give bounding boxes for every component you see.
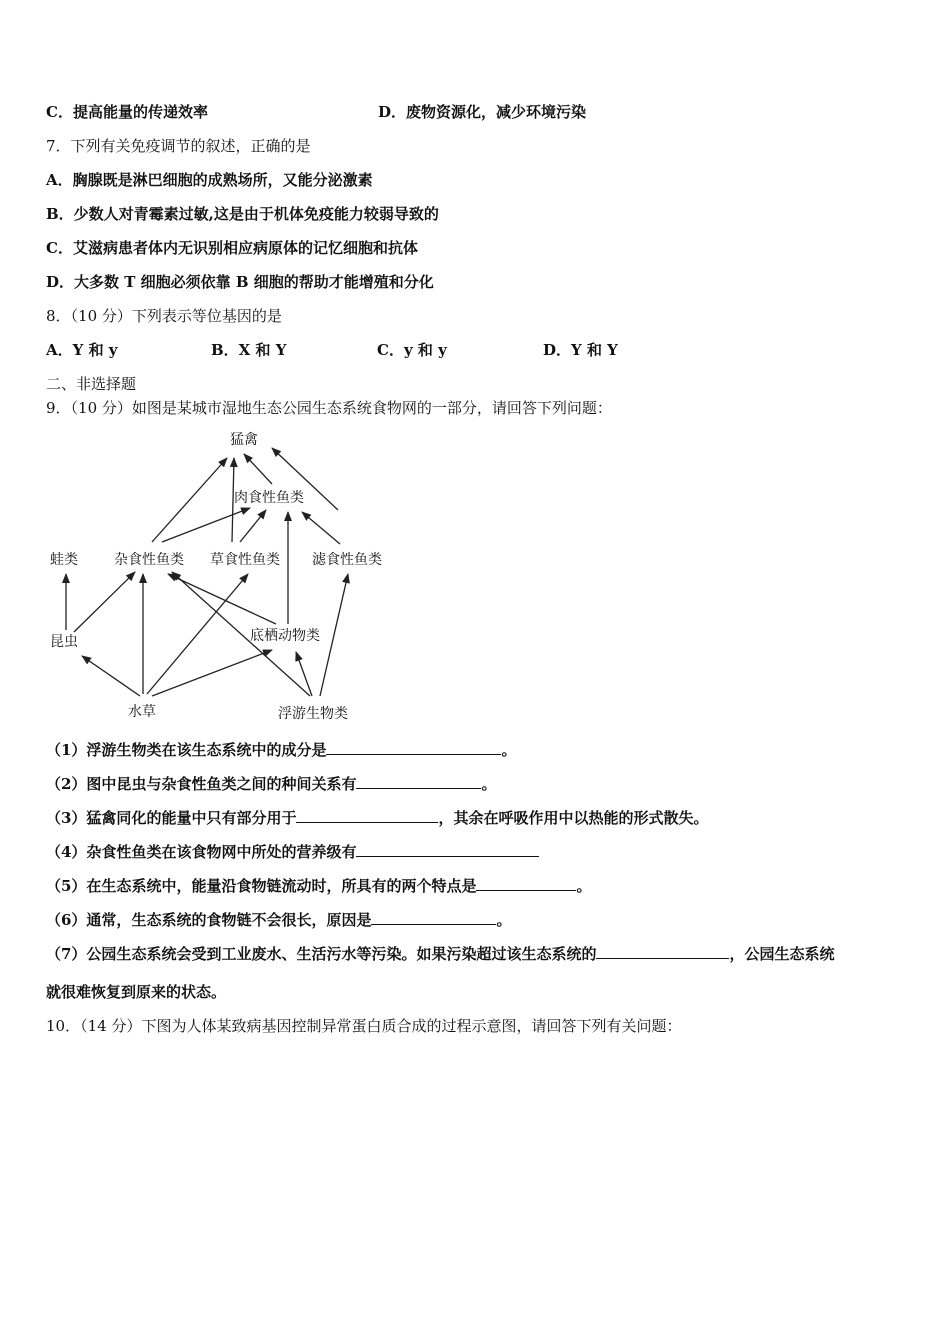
q7-option-a: A．胸腺既是淋巴细胞的成熟场所，又能分泌激素: [46, 171, 373, 189]
q9-sub4: （4）杂食性鱼类在该食物网中所处的营养级有: [46, 842, 539, 862]
q9-sub2: （2）图中昆虫与杂食性鱼类之间的种间关系有 。: [46, 775, 497, 793]
node-waterweed: 水草: [128, 704, 156, 720]
node-insect: 昆虫: [50, 634, 78, 650]
answer-blank-6[interactable]: [371, 910, 496, 925]
node-frog: 蛙类: [50, 552, 78, 568]
q7-option-b: B．少数人对青霉素过敏,这是由于机体免疫能力较弱导致的: [46, 205, 439, 223]
arrow-waterweed-to-herbivorous: [147, 574, 248, 694]
answer-blank-7[interactable]: [596, 944, 729, 959]
arrow-waterweed-to-insect: [82, 656, 140, 696]
q8-option-d: D．Y 和 Y: [543, 341, 618, 359]
q7-option-c: C．艾滋病患者体内无识别相应病原体的记忆细胞和抗体: [46, 239, 418, 257]
q9-sub1: （1）浮游生物类在该生态系统中的成分是 。: [46, 741, 517, 759]
arrow-omnivorous-to-carnivorous: [162, 508, 250, 542]
arrow-omnivorous-to-raptor: [152, 458, 227, 542]
q9-sub6: （6）通常，生态系统的食物链不会很长，原因是 。: [46, 911, 512, 929]
section-title: 二、非选择题: [46, 375, 137, 393]
q6-option-c: C．提高能量的传递效率: [46, 103, 208, 121]
node-herbivorous-fish: 草食性鱼类: [210, 552, 280, 568]
answer-blank-4[interactable]: [356, 842, 539, 857]
arrow-filter-to-carnivorous: [302, 512, 340, 544]
q8-option-b: B．X 和 Y: [211, 341, 287, 359]
arrow-waterweed-to-benthic: [152, 650, 272, 696]
food-web-diagram: [40, 424, 382, 729]
q8-stem: 8．（10 分）下列表示等位基因的是: [46, 307, 282, 325]
node-benthic: 底栖动物类: [250, 628, 320, 644]
node-carnivorous-fish: 肉食性鱼类: [234, 490, 304, 506]
node-filter-fish: 滤食性鱼类: [312, 552, 382, 568]
answer-blank-1[interactable]: [326, 740, 501, 755]
node-omnivorous-fish: 杂食性鱼类: [114, 552, 184, 568]
arrow-plankton-to-filter: [320, 574, 348, 696]
q8-option-c: C．y 和 y: [377, 341, 447, 359]
q9-stem: 9．（10 分）如图是某城市湿地生态公园生态系统食物网的一部分，请回答下列问题：: [46, 399, 612, 417]
answer-blank-5[interactable]: [476, 876, 576, 891]
q10-stem: 10．（14 分）下图为人体某致病基因控制异常蛋白质合成的过程示意图，请回答下列有关问题：: [46, 1017, 682, 1035]
q9-sub7-continued: 就很难恢复到原来的状态。: [46, 983, 227, 1001]
answer-blank-3[interactable]: [296, 808, 438, 823]
arrow-herbivorous-to-carnivorous: [240, 510, 266, 542]
arrow-insect-to-omnivorous: [74, 572, 135, 632]
arrow-plankton-to-benthic: [296, 652, 312, 696]
q8-option-a: A．Y 和 y: [46, 341, 118, 359]
q7-option-d: D．大多数 T 细胞必须依靠 B 细胞的帮助才能增殖和分化: [46, 273, 434, 291]
q9-sub3: （3）猛禽同化的能量中只有部分用于 ，其余在呼吸作用中以热能的形式散失。: [46, 809, 709, 827]
q7-stem: 7．下列有关免疫调节的叙述，正确的是: [46, 137, 311, 155]
q9-sub5: （5）在生态系统中，能量沿食物链流动时，所具有的两个特点是 。: [46, 877, 592, 895]
q6-option-d: D．废物资源化，减少环境污染: [378, 103, 587, 121]
answer-blank-2[interactable]: [356, 774, 481, 789]
node-plankton: 浮游生物类: [278, 706, 348, 722]
q9-sub7: （7）公园生态系统会受到工业废水、生活污水等污染。如果污染超过该生态系统的 ，公园生态系统: [46, 945, 835, 963]
arrow-carnivorous-to-raptor: [244, 454, 272, 484]
node-raptor: 猛禽: [230, 432, 258, 448]
